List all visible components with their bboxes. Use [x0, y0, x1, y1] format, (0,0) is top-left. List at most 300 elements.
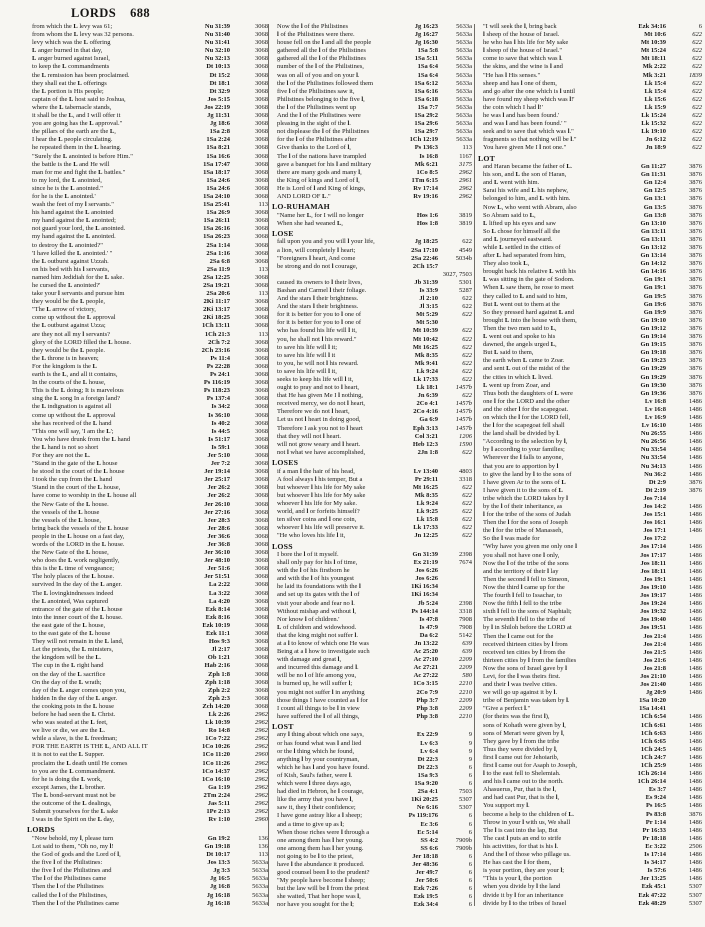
entry-strongs-number: 6	[468, 780, 472, 788]
entry-phrase: one among them has l her young.	[277, 844, 364, 852]
entry-reference: Is 33:9	[419, 286, 438, 294]
entry-phrase: the L anointed, Was captured	[32, 597, 109, 605]
entry-row	[478, 770, 702, 778]
entry-row	[27, 355, 268, 363]
entry-strongs-number: 3876	[689, 308, 702, 316]
entry-strongs-number: 3068	[255, 233, 268, 241]
entry-reference: Is 34:2	[211, 403, 230, 411]
entry-strongs-number: 1486	[689, 624, 702, 632]
entry-phrase: which were l three days ago,	[277, 780, 352, 788]
entry-phrase: if a man l the hair of his head,	[277, 467, 355, 475]
entry-row	[272, 255, 472, 263]
concordance-column-3	[478, 23, 702, 913]
entry-phrase: the vessels of the L house,	[32, 516, 102, 524]
entry-phrase: the King of kings and Lord of l,	[277, 176, 360, 184]
entry-reference: Gn 13:10	[640, 219, 666, 227]
entry-strongs-number: 1486	[689, 462, 702, 470]
entry-phrase: a lion, will completely l heart;	[277, 246, 356, 254]
entry-phrase: l of the Philistines were there.	[277, 31, 355, 39]
entry-strongs-number: 5633a	[456, 71, 472, 79]
entry-row	[478, 527, 702, 535]
entry-reference: Gn 31:39	[412, 550, 438, 558]
entry-phrase	[272, 271, 390, 279]
entry-phrase: called the l of the Philistines,	[32, 891, 108, 899]
entry-strongs-number: 3068	[255, 662, 268, 670]
entry-reference: Mt 18:11	[641, 55, 666, 63]
entry-strongs-number: 1486	[689, 413, 702, 421]
entry-strongs-number: 1486	[689, 834, 702, 842]
entry-phrase: Then the l of the Philistines	[32, 883, 104, 891]
entry-row	[478, 762, 702, 770]
entry-phrase: the God of gods and the Lord of l,	[32, 851, 121, 859]
entry-phrase: not l what we have accomplished,	[277, 448, 366, 456]
entry-row	[272, 624, 472, 632]
entry-strongs-number: 2398	[459, 599, 472, 607]
entry-row	[272, 136, 472, 144]
entry-reference: Hab 2:16	[204, 662, 230, 670]
entry-strongs-number: 3027, 7503	[442, 270, 472, 278]
entry-phrase: hidden In the day of the L anger.	[32, 694, 118, 702]
entry-phrase: Being at a l how to investigate such	[277, 648, 370, 656]
entry-phrase: to save his life will l it	[277, 351, 336, 359]
entry-phrase: on the day of the L sacrifice	[32, 670, 106, 678]
entry-phrase: those things I have counted as l for	[277, 696, 368, 704]
entry-strongs-number: 2962	[255, 800, 268, 807]
entry-row	[27, 72, 268, 80]
entry-phrase: brought L into the house with them,	[483, 316, 577, 324]
entry-phrase: with damage and great l,	[277, 656, 342, 664]
entry-row	[272, 384, 472, 392]
entry-strongs-number: 113	[258, 851, 268, 859]
entry-row	[478, 738, 702, 746]
entry-strongs-number: 622	[692, 47, 702, 55]
entry-strongs-number: 1839	[689, 71, 702, 79]
entry-reference: Pr 18:18	[642, 834, 666, 842]
entry-phrase: into the inner court of the L house.	[32, 613, 123, 621]
entry-phrase: Then the second l fell to Simeon,	[483, 575, 570, 583]
entry-row	[27, 314, 268, 322]
entry-reference: Ga 1:19	[208, 783, 230, 791]
entry-phrase: that they will not l heart.	[277, 432, 341, 440]
entry-reference: 1Sa 2:8	[209, 128, 230, 136]
entry-strongs-number: 1486	[689, 511, 702, 519]
entry-row	[478, 309, 702, 317]
entry-row	[27, 883, 268, 891]
entry-row	[27, 169, 268, 177]
entry-reference: Lk 15:32	[641, 120, 666, 128]
entry-phrase: ten silver coins and l one coin,	[277, 516, 357, 524]
entry-reference: Jn 12:25	[414, 532, 438, 540]
entry-reference: Mt 10:6	[644, 31, 666, 39]
entry-phrase: Therefore we do not l heart,	[277, 408, 350, 416]
entry-strongs-number: 3876	[689, 284, 702, 292]
entry-reference: Jos 18:11	[640, 567, 666, 575]
entry-row	[478, 120, 702, 128]
entry-row	[272, 672, 472, 680]
entry-reference: Lk 9:24	[416, 499, 438, 507]
entry-reference: 1Sa 26:9	[206, 209, 230, 217]
entry-phrase: to keep the L commandments	[32, 63, 110, 71]
entry-row	[27, 501, 268, 509]
entry-phrase: be strong and do not l courage,	[277, 262, 358, 270]
section-header: LOT	[478, 153, 496, 163]
entry-strongs-number: 3068	[255, 209, 268, 217]
entry-row	[478, 487, 702, 495]
entry-strongs-number: 1486	[689, 689, 702, 697]
entry-strongs-number: 3068	[255, 702, 268, 710]
page-header	[71, 6, 150, 21]
entry-phrase: They gave by l from the tribe	[483, 737, 560, 745]
entry-strongs-number: 3876	[689, 187, 702, 195]
entry-row	[27, 47, 268, 55]
entry-reference: Gn 13:8	[643, 211, 666, 219]
entry-phrase: Bashan and Carmel l their foliage.	[277, 286, 367, 294]
entry-reference: 1Sa 5:11	[414, 55, 438, 63]
entry-row	[478, 811, 702, 819]
entry-phrase: the l of the Philistines went up	[277, 103, 357, 111]
entry-reference: 1Ch 6:54	[640, 713, 666, 721]
entry-reference: Is 16:8	[419, 152, 438, 160]
entry-row	[27, 460, 268, 468]
entry-reference: Jos 5:15	[207, 95, 230, 103]
entry-phrase: day of the L anger comes upon you,	[32, 686, 126, 694]
entry-phrase: will not grow weary and l heart.	[277, 440, 361, 448]
entry-row	[478, 851, 702, 859]
entry-row	[27, 630, 268, 638]
entry-phrase: the L remission has been proclaimed.	[32, 71, 130, 79]
entry-row	[478, 786, 702, 794]
entry-phrase: since he is the L anointed."	[32, 184, 103, 192]
entry-row	[27, 614, 268, 622]
entry-strongs-number: 622	[462, 303, 472, 311]
entry-strongs-number: 622	[462, 327, 472, 335]
entry-phrase: man for me and fight the L battles."	[32, 168, 126, 176]
entry-strongs-number: 2398	[459, 550, 472, 558]
entry-strongs-number: 5633a	[252, 891, 268, 899]
entry-row	[478, 268, 702, 276]
entry-phrase: Throw in your l with us, We shall	[483, 818, 571, 826]
entry-phrase: Thus they were divided by l,	[483, 745, 558, 753]
entry-strongs-number: 3068	[255, 71, 268, 79]
entry-phrase: I have gone astray like a l sheep;	[277, 812, 363, 820]
entry-reference: Mt 10:39	[412, 327, 438, 335]
entry-phrase: survived In the day of the L anger.	[32, 581, 122, 589]
entry-reference: Heb 12:3	[412, 440, 438, 448]
entry-reference: 1Ch 26:14	[637, 770, 666, 778]
entry-strongs-number: 1486	[689, 770, 702, 778]
entry-reference: Jer 18:18	[412, 852, 438, 860]
entry-strongs-number: 3068	[255, 47, 268, 55]
entry-reference: Jer 48:36	[412, 860, 438, 868]
entry-strongs-number: 1486	[689, 786, 702, 794]
entry-row	[27, 776, 268, 784]
entry-phrase: Now the third l came up for the	[483, 583, 565, 591]
entry-strongs-number: 9	[468, 739, 472, 747]
entry-reference: Jos 6:26	[415, 567, 438, 575]
entry-phrase: So L chose for himself all the	[483, 227, 561, 235]
entry-phrase: bring back the vessels of the L house	[32, 524, 129, 532]
entry-phrase: But L went out to them at the	[483, 300, 560, 308]
entry-phrase: "Surely the L anointed is before Him."	[32, 152, 133, 160]
entry-strongs-number: 7908	[459, 623, 472, 631]
entry-row	[272, 279, 472, 287]
entry-phrase: Then the two men said to L,	[483, 324, 557, 332]
entry-reference: Lk 15:6	[644, 95, 666, 103]
entry-row	[272, 591, 472, 599]
entry-strongs-number: 5633a	[456, 55, 472, 63]
entry-phrase: 'I have killed the L anointed.' "	[32, 249, 113, 257]
entry-row	[478, 260, 702, 268]
entry-phrase: "I will seek the l, bring back	[483, 23, 557, 30]
entry-phrase: his hand against the L anointed	[32, 209, 114, 217]
entry-reference: Mt 5:29	[416, 311, 438, 319]
entry-reference: Jos 13:3	[207, 859, 230, 867]
entry-phrase: it is not to eat the L Supper.	[32, 751, 105, 759]
entry-row	[272, 893, 472, 901]
entry-row	[27, 185, 268, 193]
entry-reference: Gn 12:5	[643, 187, 666, 195]
entry-phrase: which he has l and you have found.	[277, 763, 370, 771]
entry-row	[272, 616, 472, 624]
entry-row	[272, 600, 472, 608]
entry-reference: Col 3:21	[414, 432, 438, 440]
entry-strongs-number: 3068	[255, 273, 268, 281]
entry-strongs-number: 3876	[689, 324, 702, 332]
entry-reference: Dt 2:9	[648, 478, 666, 486]
entry-reference: Ps 22:28	[206, 362, 230, 370]
entry-strongs-number: 1486	[689, 681, 702, 689]
entry-reference: Zph 1:8	[208, 670, 230, 678]
entry-reference: Jos 21:40	[640, 681, 666, 689]
entry-row	[27, 242, 268, 250]
entry-strongs-number: 3068	[255, 39, 268, 47]
entry-strongs-number: 6	[468, 820, 472, 828]
entry-reference: Is 36:10	[208, 411, 230, 419]
entry-row	[272, 433, 472, 441]
entry-strongs-number: 5633a	[456, 128, 472, 136]
entry-strongs-number	[440, 567, 472, 575]
entry-phrase: that you are to apportion by l	[483, 462, 559, 470]
entry-strongs-number: 5633a	[456, 103, 472, 111]
entry-strongs-number: 3068	[255, 411, 268, 419]
entry-reference: 2Ki 18:25	[203, 314, 230, 322]
entry-row	[478, 827, 702, 835]
entry-row	[27, 662, 268, 670]
entry-reference: Hos 1:8	[416, 219, 438, 227]
entry-strongs-number: 4549	[459, 246, 472, 254]
entry-reference: Nu 33:54	[640, 454, 666, 462]
entry-row	[272, 567, 472, 575]
entry-phrase: AND LORD OF L."	[277, 192, 331, 200]
entry-row	[478, 633, 702, 641]
entry-reference: Lk 17:33	[413, 376, 438, 383]
entry-strongs-number: 622	[462, 491, 472, 499]
entry-phrase: he who has l his life for My sake	[483, 39, 569, 47]
entry-reference: Mt 5:30	[416, 319, 438, 327]
entry-row	[27, 339, 268, 347]
entry-phrase: is burned up, he will suffer l;	[277, 680, 353, 688]
entry-phrase: You have given Me I l not one."	[483, 144, 567, 152]
entry-reference: 1Co 11:20	[202, 751, 230, 759]
entry-phrase: the L indignation is against all	[32, 403, 112, 411]
entry-row	[478, 104, 702, 112]
entry-strongs-number: 1486	[689, 454, 702, 462]
entry-strongs-number: 113	[258, 330, 268, 338]
entry-row	[478, 560, 702, 568]
entry-row	[272, 39, 472, 47]
entry-row	[478, 88, 702, 96]
entry-phrase: the l for the scapegoat fell shall	[483, 422, 565, 430]
entry-phrase: come to save that which was l.	[483, 55, 563, 63]
entry-strongs-number: 3318	[459, 607, 472, 615]
entry-phrase: I have given it to the sons of L	[483, 486, 563, 494]
entry-phrase: come up without the L approval	[32, 314, 116, 322]
entry-phrase: it shall be the L, and I will offer it	[32, 112, 121, 120]
entry-phrase: received ten cities by l from the	[483, 648, 566, 656]
entry-strongs-number: 3876	[689, 252, 702, 260]
entry-reference: Gn 19:1	[643, 276, 666, 284]
entry-reference: Zch 14:20	[202, 702, 230, 710]
entry-reference: Gn 19:10	[640, 316, 666, 324]
entry-row	[27, 250, 268, 258]
entry-strongs-number: 5633a	[456, 31, 472, 39]
entry-phrase: L went out and spoke to his	[483, 333, 556, 341]
entry-strongs-number: 5301	[459, 278, 472, 286]
entry-phrase: with the l of his firstborn he	[277, 567, 350, 575]
entry-strongs-number: 3876	[689, 227, 702, 235]
entry-phrase: first l came out for Asaph to Joseph,	[483, 762, 577, 770]
entry-phrase: the earth when L came to Zoar.	[483, 357, 565, 365]
entry-row	[27, 533, 268, 541]
entry-phrase: "Now behold, my l, please turn	[32, 834, 114, 842]
entry-strongs-number: 3068	[255, 314, 268, 322]
entry-phrase: for it is better for you to l one of	[277, 311, 362, 319]
entry-strongs-number: 7909b	[455, 844, 472, 852]
entry-row	[272, 169, 472, 177]
entry-reference: Ex 22:9	[416, 731, 438, 739]
entry-row	[272, 336, 472, 344]
entry-reference: Es 9:24	[645, 794, 666, 802]
entry-reference: Gn 11:27	[640, 163, 666, 171]
entry-reference: Ezk 34:16	[638, 23, 666, 30]
entry-strongs-number: 1486	[689, 616, 702, 624]
entry-phrase: and the other l for the scapegoat.	[483, 405, 569, 413]
entry-reference: 1Sa 18:17	[203, 168, 230, 176]
entry-reference: Gn 13:5	[643, 203, 666, 211]
entry-phrase: and his l came out to the north.	[483, 778, 564, 786]
entry-phrase: there are many gods and many l,	[277, 168, 362, 176]
entry-phrase: Let us not l heart in doing good,	[277, 416, 361, 424]
entry-phrase: words of the LORD in the L house.	[32, 541, 125, 548]
entry-row	[478, 511, 702, 519]
entry-reference: Jb 31:39	[414, 278, 438, 286]
entry-row	[272, 287, 472, 295]
entry-strongs-number: 3068	[255, 112, 268, 120]
entry-row	[27, 557, 268, 565]
entry-phrase: When those riches were l through a	[277, 828, 370, 836]
entry-phrase: Lot said to them, "Oh no, my l!	[32, 842, 114, 850]
entry-row	[272, 756, 472, 764]
entry-reference: Gn 11:31	[640, 171, 666, 179]
entry-reference: 1Sa 17:47	[203, 160, 230, 168]
column-divider-1	[268, 24, 269, 906]
entry-reference: Jos 19:32	[640, 608, 666, 616]
entry-reference: 1Sa 26:11	[203, 217, 230, 225]
entry-strongs-number: 3068	[255, 79, 268, 87]
entry-row	[478, 276, 702, 284]
entry-row	[478, 244, 702, 252]
entry-reference: Dt 2:19	[645, 486, 666, 494]
entry-reference: Jg 16:18	[206, 891, 230, 899]
entry-strongs-number: 1486	[689, 648, 702, 656]
entry-phrase: the five l of the Philistines:	[32, 859, 103, 867]
entry-phrase: sons of Merari were given by l,	[483, 729, 565, 737]
entry-row	[27, 875, 268, 883]
entry-strongs-number: 1486	[689, 778, 702, 786]
entry-row	[272, 311, 472, 319]
entry-reference: 1Sa 6:12	[414, 79, 438, 87]
entry-phrase: wash the feet of my l servants."	[32, 201, 114, 209]
entry-strongs-number: 6	[468, 869, 472, 877]
entry-row	[27, 128, 268, 136]
entry-row	[272, 796, 472, 804]
entry-strongs-number: 2962	[255, 743, 268, 751]
entry-row	[27, 379, 268, 387]
entry-phrase: have l the abundance it produced.	[277, 860, 365, 868]
entry-strongs-number: 2962	[459, 184, 472, 192]
entry-strongs-number: 3876	[689, 316, 702, 324]
entry-row	[272, 551, 472, 559]
entry-row	[27, 217, 268, 225]
entry-strongs-number: 5287	[459, 286, 472, 294]
entry-row	[272, 319, 472, 327]
entry-phrase: L lifted up his eyes and saw	[483, 219, 556, 227]
entry-strongs-number: 3876	[689, 300, 702, 308]
entry-phrase: "My people have become l sheep;	[277, 877, 366, 885]
entry-strongs-number: 2960	[255, 751, 268, 759]
entry-strongs-number: 3068	[255, 103, 268, 111]
entry-row	[272, 845, 472, 853]
entry-row	[478, 333, 702, 341]
entry-reference: Lv 6:3	[420, 739, 438, 747]
entry-phrase: first l came out for Jehoiarib,	[483, 753, 559, 761]
entry-phrase: world, and l or forfeits himself?	[277, 507, 360, 515]
entry-strongs-number: 622	[692, 31, 702, 39]
entry-phrase: whoever l his life for My sake.	[277, 499, 358, 507]
entry-row	[272, 885, 472, 893]
entry-row	[478, 341, 702, 349]
entry-reference: Dt 32:9	[209, 87, 230, 95]
entry-reference: Ps 83:8	[645, 810, 666, 818]
entry-phrase: or has found what was l and lied	[277, 739, 362, 747]
entry-strongs-number: 2962	[255, 710, 268, 718]
entry-reference: Php 3:8	[416, 704, 438, 712]
entry-row	[27, 201, 268, 209]
entry-strongs-number: 2962	[255, 783, 268, 791]
entry-row	[27, 177, 268, 185]
entry-reference: Mt 15:24	[640, 47, 666, 55]
entry-row	[27, 484, 268, 492]
entry-reference: Ps 11:4	[210, 354, 230, 362]
entry-phrase: saw it, they l their confidence;	[277, 804, 356, 812]
entry-strongs-number: 2210	[459, 712, 472, 720]
entry-row	[27, 96, 268, 104]
entry-strongs-number	[440, 575, 472, 583]
entry-row	[27, 306, 268, 314]
entry-strongs-number: 1486	[689, 575, 702, 583]
entry-phrase: The cast l puts an end to strife	[483, 834, 562, 842]
entry-row	[478, 195, 702, 203]
